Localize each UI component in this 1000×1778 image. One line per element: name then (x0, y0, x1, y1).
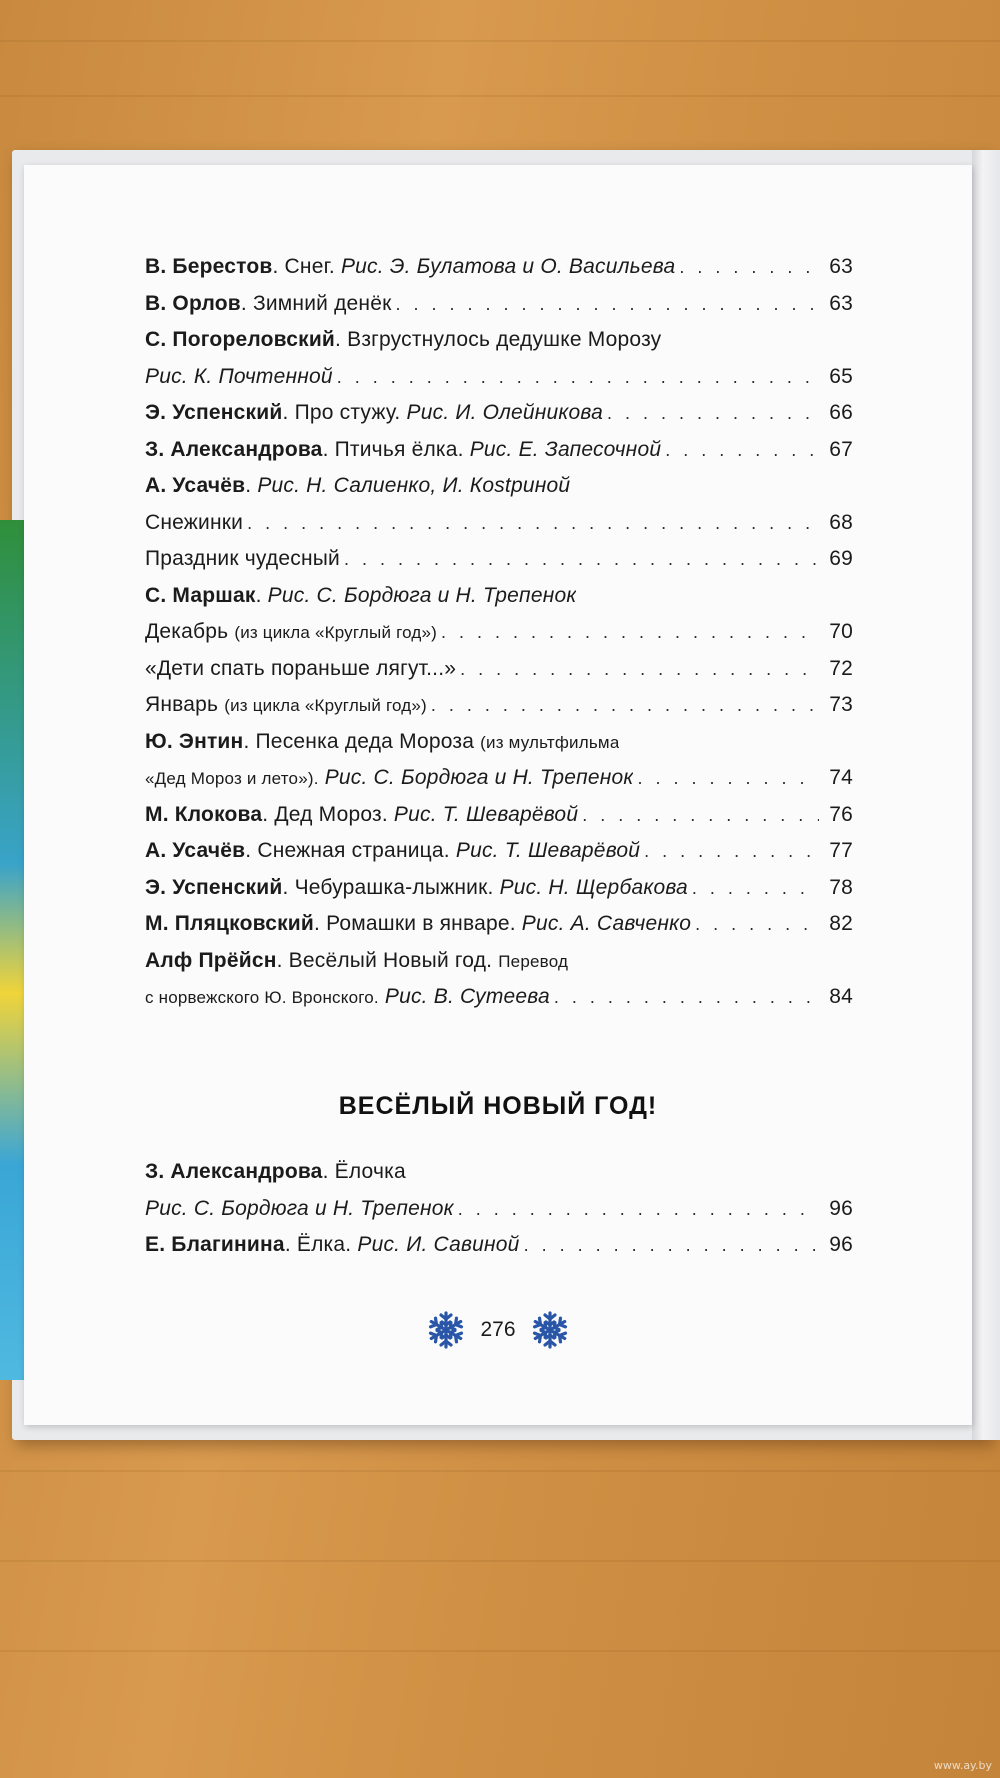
toc-row (145, 584, 853, 621)
toc-entry-text (145, 1197, 454, 1221)
wood-grain (0, 40, 1000, 42)
toc-row (145, 985, 853, 1022)
toc-title: Зимний денёк (252, 291, 392, 315)
facing-page-edge (972, 150, 1000, 1440)
toc-row (145, 949, 853, 986)
toc-entry-text (145, 985, 550, 1009)
toc-illustrator: Рис. С. Бордюга и Н. Трепенок (324, 766, 634, 789)
toc-row (145, 1233, 853, 1270)
toc-entry-text (145, 657, 456, 681)
toc-entry-text: М. Клокова. Дед Мороз. Рис. Т. Шеварёвой (145, 802, 579, 826)
wood-grain (0, 1650, 1000, 1652)
toc-row (145, 620, 853, 657)
toc-entry-text: З. Александрова. Птичья ёлка. Рис. Е. Запесочной (145, 437, 662, 461)
leader-dots (582, 805, 819, 826)
toc-author: В. Берестов (145, 255, 273, 278)
toc-author: Е. Благинина (145, 1233, 285, 1256)
toc-note: Перевод (498, 951, 569, 971)
toc-author: З. Александрова (145, 1160, 323, 1183)
toc-row (145, 401, 853, 438)
toc-title: Птичья ёлка. (334, 437, 464, 461)
leader-dots (396, 294, 820, 315)
toc-entry-text: В. Орлов. Зимний денёк (145, 291, 392, 315)
toc-entry-text: А. Усачёв. Рис. Н. Салиенко, И. Кostриной (145, 474, 571, 497)
toc-title: Снежинки (145, 510, 244, 534)
toc-illustrator: Рис. В. Сутеева (384, 985, 550, 1008)
toc-illustrator: Рис. Н. Щербакова (499, 875, 688, 899)
toc-row (145, 766, 853, 803)
toc-entry-text: Е. Благинина. Ёлка. Рис. И. Савиной (145, 1233, 520, 1256)
snowflake-icon (426, 1310, 466, 1350)
toc-entry-text: С. Погореловский. Взгрустнулось дедушке Морозу (145, 328, 662, 351)
toc-page-number: 72 (829, 656, 853, 680)
toc-row (145, 730, 853, 767)
toc-title: Про стужу. (294, 401, 401, 424)
toc-title: Песенка деда Мороза (255, 729, 475, 753)
toc-entry-text: Э. Успенский. Чебурашка-лыжник. Рис. Н. Щербакова (145, 875, 688, 899)
toc-row (145, 876, 853, 913)
toc-page-number: 84 (829, 985, 853, 1008)
toc-entry-text: С. Маршак. Рис. С. Бордюга и Н. Трепенок (145, 583, 577, 607)
snowflake-icon (530, 1310, 570, 1350)
leader-dots (607, 403, 819, 424)
toc-row (145, 255, 853, 292)
leader-dots (441, 622, 819, 643)
toc-note: (из цикла «Круглый год») (234, 623, 438, 642)
toc-page-number: 74 (829, 766, 853, 789)
leader-dots (692, 878, 819, 899)
toc-entry-text: Э. Успенский. Про стужу. Рис. И. Олейникова (145, 401, 603, 424)
toc-note: с норвежского Ю. Вронского. (145, 988, 379, 1007)
toc-note: (из цикла «Круглый год») (224, 696, 427, 715)
leader-dots (337, 367, 819, 388)
toc-author: М. Клокова (145, 802, 263, 826)
toc-author: Э. Успенский (145, 875, 283, 899)
toc-author: Э. Успенский (145, 401, 283, 424)
toc-author: З. Александрова (145, 437, 323, 461)
toc-row (145, 438, 853, 475)
leader-dots (665, 440, 819, 461)
toc-row (145, 1160, 853, 1197)
toc-page-number: 63 (829, 291, 853, 315)
toc-page-number: 78 (829, 875, 853, 899)
toc-title: Ёлка. (296, 1233, 352, 1256)
toc-illustrator: Рис. Э. Булатова и О. Васильева (340, 255, 676, 278)
toc-illustrator: Рис. И. Савиной (357, 1233, 520, 1256)
toc-author: Ю. Энтин (145, 729, 244, 753)
toc-page-number: 77 (829, 839, 853, 862)
toc-illustrator: Рис. К. Почтенной (145, 364, 333, 388)
toc-page-number: 66 (829, 401, 853, 424)
toc-illustrator: Рис. Т. Шеварёвой (393, 802, 579, 826)
toc-page-number: 68 (829, 510, 853, 534)
leader-dots (637, 768, 819, 789)
toc-page-number: 70 (829, 620, 853, 643)
toc-entry-text (145, 365, 333, 389)
toc-row (145, 912, 853, 949)
toc-entry-text: В. Берестов. Снег. Рис. Э. Булатова и О. Васильева (145, 255, 676, 278)
toc-illustrator: Рис. И. Олейникова (406, 401, 603, 424)
table-of-contents-section (145, 1160, 853, 1270)
leader-dots (644, 841, 819, 862)
toc-page-number: 67 (829, 437, 853, 461)
toc-row (145, 292, 853, 329)
toc-entry-text: Ю. Энтин. Песенка деда Мороза (из мультфильма (145, 729, 620, 753)
watermark: www.ay.by (933, 1759, 992, 1772)
toc-row (145, 803, 853, 840)
toc-title: Декабрь (145, 620, 229, 643)
toc-entry-text (145, 547, 340, 571)
toc-entry-text (145, 511, 243, 535)
toc-illustrator: Рис. С. Бордюга и Н. Трепенок (145, 1196, 454, 1220)
toc-illustrator: Рис. А. Савченко (521, 912, 692, 935)
book-cover-edge (0, 520, 24, 1380)
leader-dots (524, 1235, 819, 1256)
toc-entry-text: М. Пляцковский. Ромашки в январе. Рис. А. Савченко (145, 912, 692, 935)
toc-row (145, 1197, 853, 1234)
toc-illustrator: Рис. Т. Шеварёвой (455, 839, 641, 862)
toc-page-number: 76 (829, 802, 853, 826)
toc-author: В. Орлов (145, 291, 241, 315)
toc-author: А. Усачёв (145, 839, 246, 862)
wood-grain (0, 95, 1000, 97)
toc-title: Ёлочка (334, 1160, 406, 1183)
toc-title: Снежная страница. (257, 839, 450, 862)
toc-page-number: 73 (829, 693, 853, 716)
toc-entry-text (145, 620, 437, 644)
toc-page-number: 96 (829, 1196, 853, 1220)
toc-page-number: 65 (829, 364, 853, 388)
toc-note: «Дед Мороз и лето»). (145, 769, 319, 788)
toc-title: Январь (145, 693, 219, 716)
toc-page-number: 82 (829, 912, 853, 935)
wood-grain (0, 1470, 1000, 1472)
toc-entry-text: А. Усачёв. Снежная страница. Рис. Т. Шеварёвой (145, 839, 641, 862)
toc-entry-text: Алф Прёйсн. Весёлый Новый год. Перевод (145, 948, 569, 972)
toc-entry-text: З. Александрова. Ёлочка (145, 1160, 406, 1183)
leader-dots (247, 513, 819, 534)
leader-dots (679, 257, 819, 278)
toc-author: А. Усачёв (145, 474, 246, 497)
toc-author: М. Пляцковский (145, 912, 315, 935)
toc-page-number: 69 (829, 547, 853, 570)
toc-title: Праздник чудесный (145, 547, 340, 570)
toc-page-number: 63 (829, 255, 853, 278)
toc-title: Взгрустнулось дедушке Морозу (347, 328, 662, 351)
toc-row (145, 657, 853, 694)
leader-dots (460, 659, 819, 680)
leader-dots (344, 549, 819, 570)
table-of-contents (145, 255, 853, 1022)
toc-author: С. Погореловский (145, 328, 336, 351)
toc-title: Дед Мороз. (274, 802, 388, 826)
toc-entry-text (145, 766, 633, 790)
toc-row (145, 511, 853, 548)
leader-dots (431, 695, 819, 716)
toc-entry-text (145, 693, 427, 717)
leader-dots (554, 987, 819, 1008)
toc-author: Алф Прёйсн (145, 948, 277, 972)
page-number: 276 (480, 1318, 516, 1341)
toc-title: Снег. (284, 255, 335, 278)
leader-dots (458, 1199, 819, 1220)
toc-title: «Дети спать пораньше лягут...» (145, 656, 457, 680)
toc-title: Весёлый Новый год. (288, 948, 493, 972)
toc-illustrator: Рис. Н. Салиенко, И. Кostриной (257, 474, 571, 497)
section-title: ВЕСЁЛЫЙ НОВЫЙ ГОД! (338, 1092, 658, 1120)
toc-row (145, 839, 853, 876)
page-footer (24, 1310, 972, 1350)
toc-note: (из мультфильма (480, 732, 620, 752)
toc-row (145, 693, 853, 730)
toc-illustrator: Рис. С. Бордюга и Н. Трепенок (267, 583, 577, 607)
toc-title: Чебурашка-лыжник. (294, 875, 494, 899)
toc-author: С. Маршак (145, 583, 256, 607)
toc-row (145, 365, 853, 402)
toc-title: Ромашки в январе. (326, 912, 516, 935)
toc-row (145, 547, 853, 584)
toc-page-number: 96 (829, 1233, 853, 1256)
leader-dots (695, 914, 819, 935)
toc-row (145, 328, 853, 365)
toc-illustrator: Рис. Е. Запесочной (469, 437, 662, 461)
toc-row (145, 474, 853, 511)
wood-grain (0, 1560, 1000, 1562)
